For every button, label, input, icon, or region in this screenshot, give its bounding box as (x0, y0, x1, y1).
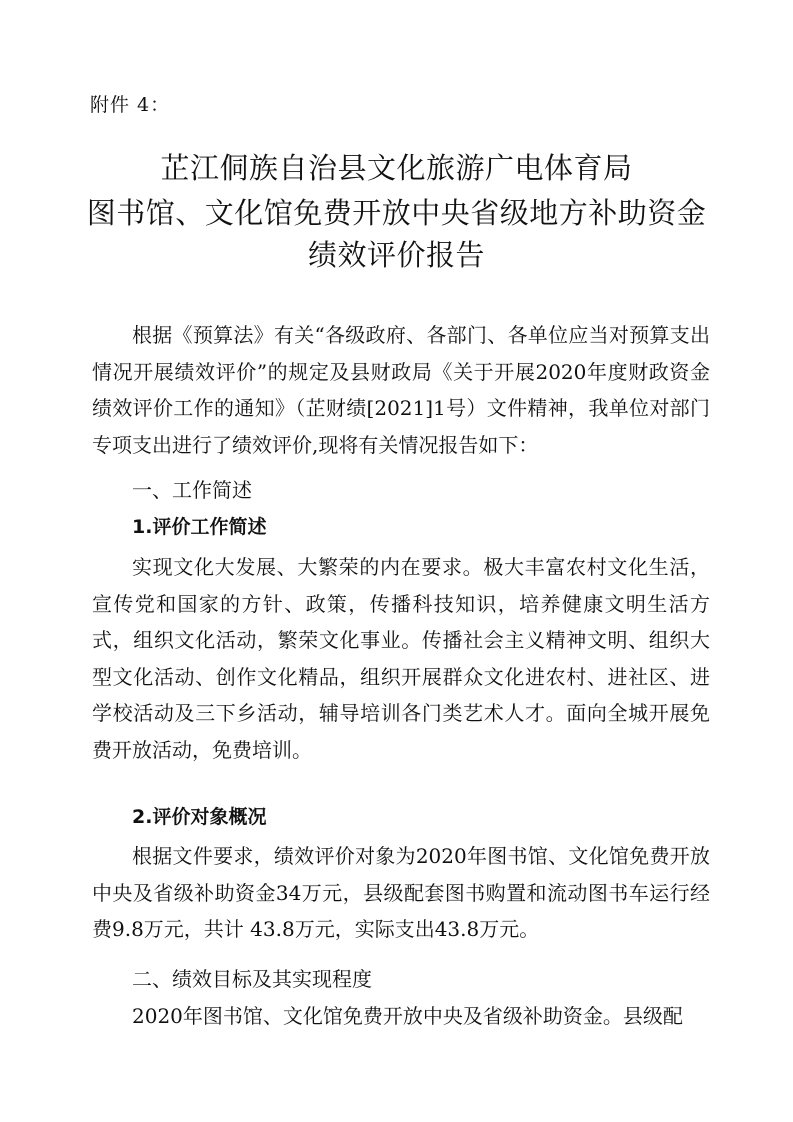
subsection-evaluation-heading: 1.评价工作简述 (132, 516, 267, 538)
goal-paragraph: 2020年图书馆、文化馆免费开放中央及省级补助资金。县级配 (132, 1004, 683, 1028)
evaluation-paragraph: 实现文化大发展、大繁荣的内在要求。极大丰富农村文化生活，宣传党和国家的方针、政策，传播科技知识，培养健康文明生活方式，组织文化活动，繁荣文化事业。传播社会主义精神文明、组织大型文化活动、创作文化精品，组织开展群众文化进农村、进社区、进学校活动及三下乡活动，辅导培训各门类艺术人才。面向全城开展免费开放活动，免费培训。 (92, 555, 710, 762)
subsection-object-heading: 2.评价对象概况 (132, 806, 267, 828)
attachment-label: 附件 4： (90, 94, 171, 116)
intro-paragraph: 根据《预算法》有关“各级政府、各部门、各单位应当对预算支出情况开展绩效评价”的规定及县财政局《关于开展2020年度财政资金绩效评价工作的通知》（芷财绩[2021]1号）文件精神，我单位对部门专项支出进行了绩效评价,现将有关情况报告如下： (92, 323, 710, 457)
title-line-3: 绩效评价报告 (307, 238, 485, 272)
title-line-2: 图书馆、文化馆免费开放中央省级地方补助资金 (86, 196, 707, 230)
section1-heading: 一、工作简述 (132, 478, 252, 502)
title-line-1: 芷江侗族自治县文化旅游广电体育局 (160, 151, 633, 185)
object-paragraph: 根据文件要求，绩效评价对象为2020年图书馆、文化馆免费开放中央及省级补助资金34万元，县级配套图书购置和流动图书车运行经费9.8万元，共计 43.8万元，实际支出43.8万元。 (92, 844, 710, 941)
section2-heading: 二、绩效目标及其实现程度 (132, 967, 372, 991)
